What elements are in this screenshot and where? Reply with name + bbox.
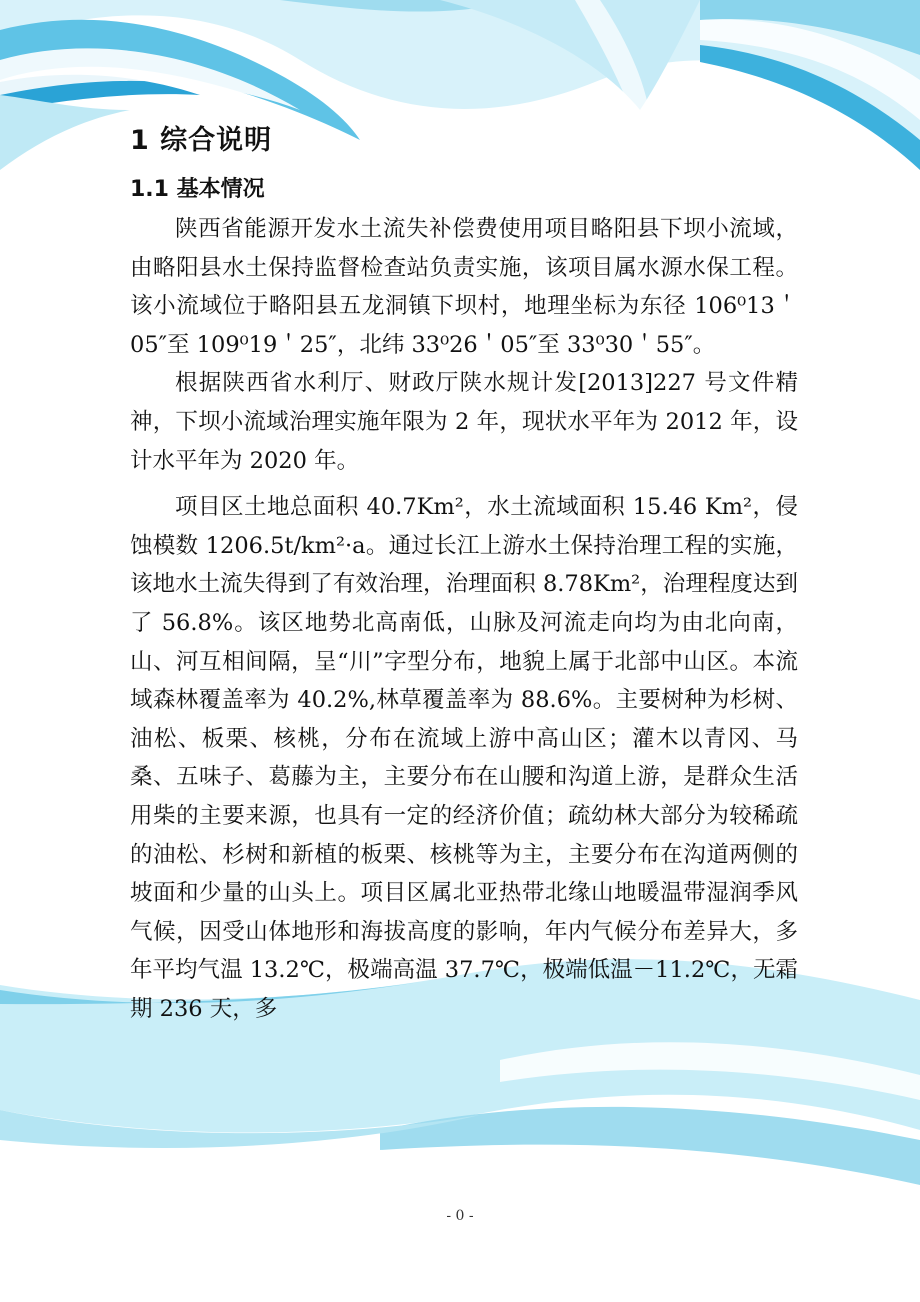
section-heading: 1 综合说明 — [130, 125, 273, 156]
paragraph-schedule: 根据陕西省水利厅、财政厅陕水规计发[2013]227 号文件精神，下坝小流域治理实施年限为 2 年，现状水平年为 2012 年，设计水平年为 2020 年。 — [130, 370, 798, 474]
subsection-heading: 1.1 基本情况 — [130, 177, 265, 202]
paragraph-area-and-climate: 项目区土地总面积 40.7Km²，水土流域面积 15.46 Km²，侵蚀模数 1206.5t/km²·a。通过长江上游水土保持治理工程的实施，该地水土流失得到了有效治理，治理面积 8.78Km²，治理程度达到了 56.8%。该区地势北高南低，山脉及河流走向均为由北向南，山、河互相间隔，呈“川”字型分布，地貌上属于北部中山区。本流域森林覆盖率为 40.2%,林草覆盖率为 88.6%。主要树种为杉树、油松、板栗、核桃，分布在流域上游中高山区；灌木以青冈、马桑、五味子、葛藤为主，主要分布在山腰和沟道上游，是群众生活用柴的主要来源，也具有一定的经济价值；疏幼林大部分为较稀疏的油松、杉树和新植的板栗、核桃等为主，主要分布在沟道两侧的坡面和少量的山头上。项目区属北亚热带北缘山地暖温带湿润季风气候，因受山体地形和海拔高度的影响，年内气候分布差异大，多年平均气温 13.2℃，极端高温 37.7℃，极端低温－11.2℃，无霜期 236 天，多 — [130, 494, 798, 1022]
paragraph-location: 陕西省能源开发水土流失补偿费使用项目略阳县下坝小流域，由略阳县水土保持监督检查站负责实施，该项目属水源水保工程。该小流域位于略阳县五龙洞镇下坝村，地理坐标为东径 106⁰13＇05″至 109⁰19＇25″，北纬 33⁰26＇05″至 33⁰30＇55″。 — [130, 216, 798, 358]
body-text — [130, 210, 798, 1028]
page-number: - 0 - — [446, 1208, 474, 1224]
